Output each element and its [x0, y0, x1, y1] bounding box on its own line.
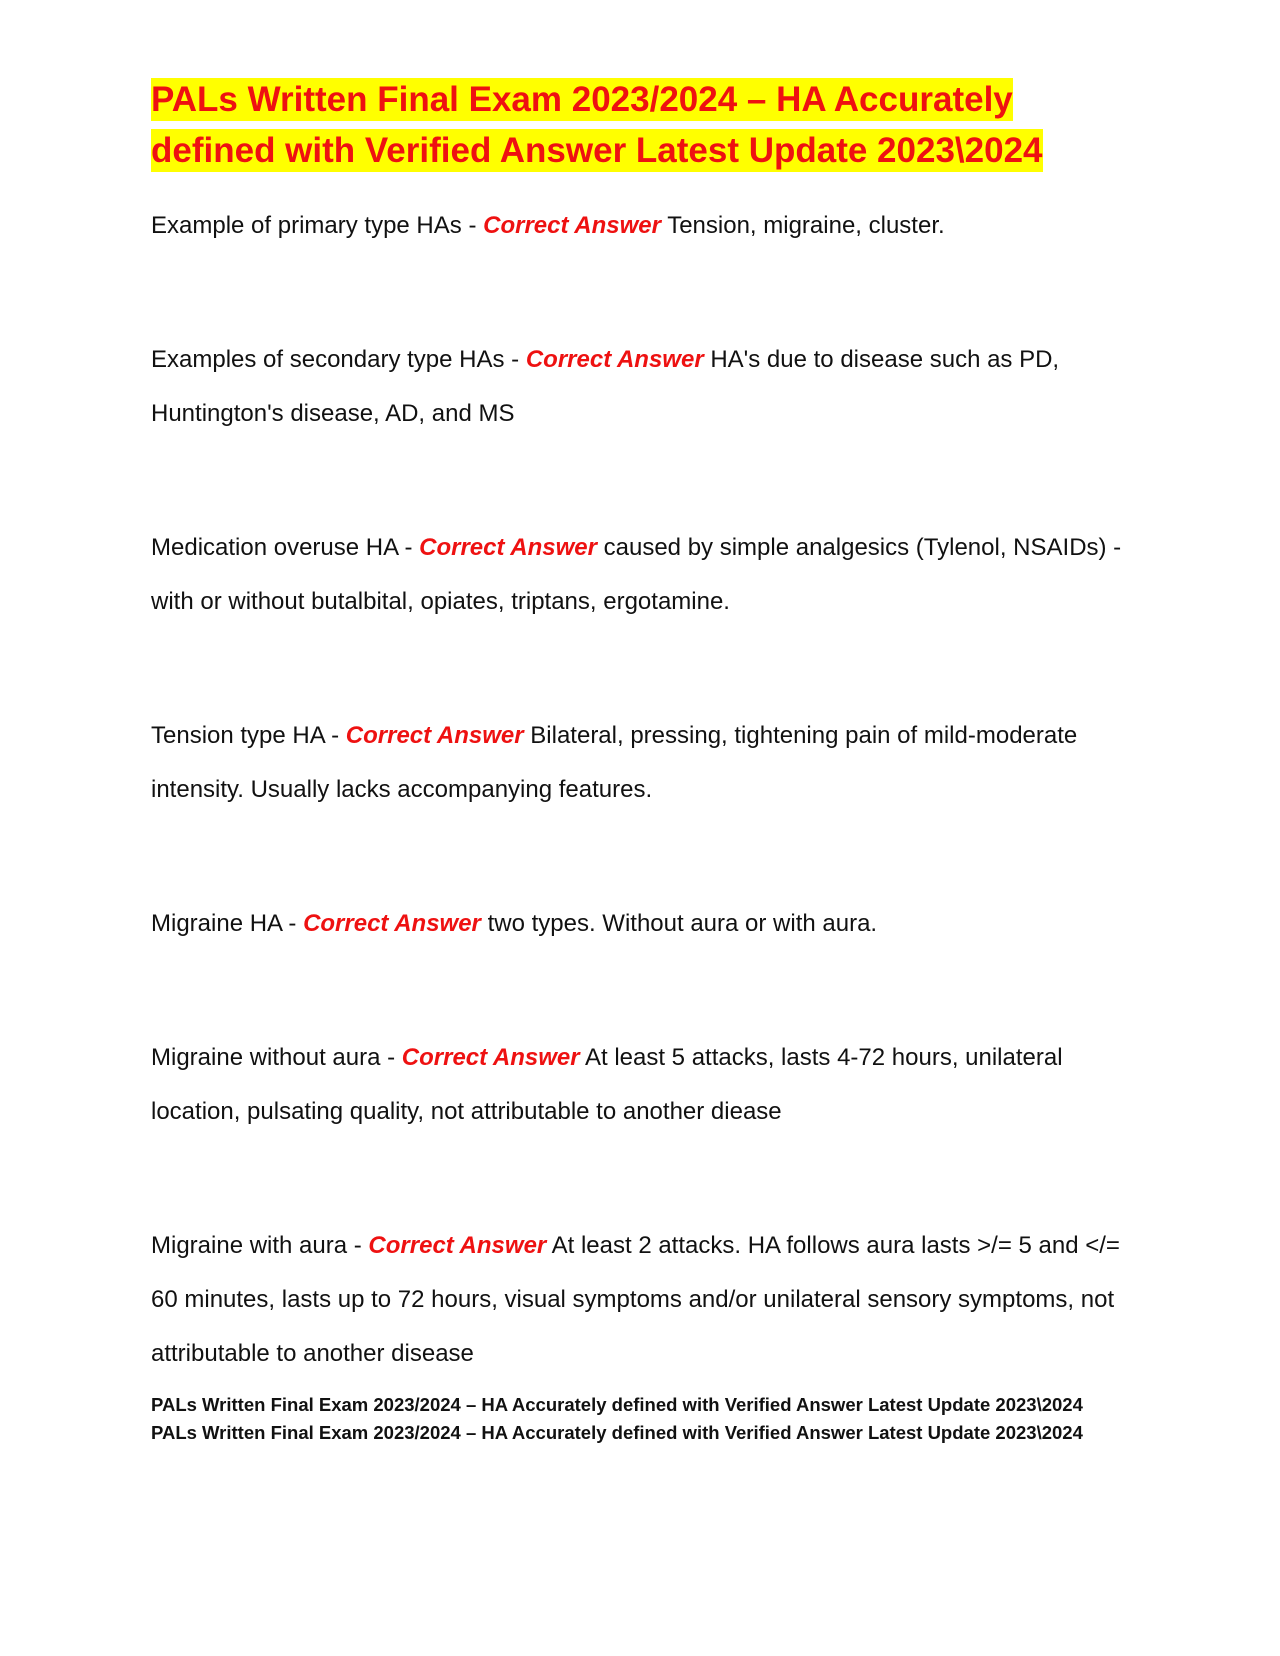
- title-highlight: PALs Written Final Exam 2023/2024 – HA Accurately defined with Verified Answer Latest Update 2023\2024: [151, 80, 1043, 170]
- answer-text: At least 5 attacks, lasts 4-72 hours, unilateral location, pulsating quality, not attributable to another diease: [151, 1044, 1063, 1125]
- qa-entry-migraine: [151, 897, 1141, 951]
- footer-line: PALs Written Final Exam 2023/2024 – HA Accurately defined with Verified Answer Latest Update 2023\2024: [151, 1422, 1083, 1443]
- correct-answer-label: Correct Answer: [345, 722, 524, 749]
- question-text: Migraine HA -: [151, 910, 304, 937]
- answer-text: Bilateral, pressing, tightening pain of mild-moderate intensity. Usually lacks accompanying features.: [151, 722, 1078, 803]
- correct-answer-label: Correct Answer: [303, 910, 481, 937]
- correct-answer-label: Correct Answer: [368, 1232, 547, 1259]
- answer-text: Tension, migraine, cluster.: [660, 212, 945, 239]
- question-text: Migraine with aura -: [151, 1232, 369, 1259]
- correct-answer-label: Correct Answer: [401, 1044, 580, 1071]
- answer-text: HA's due to disease such as PD, Huntington's disease, AD, and MS: [151, 346, 1060, 427]
- document-page: [151, 74, 1141, 1447]
- question-text: Migraine without aura -: [151, 1044, 402, 1071]
- answer-text: At least 2 attacks. HA follows aura lasts >/= 5 and </= 60 minutes, lasts up to 72 hours, visual symptoms and/or unilateral sensory symptoms, not attributable to another disease: [151, 1232, 1120, 1367]
- qa-entry-migraine-without-aura: [151, 1031, 1141, 1139]
- qa-entry-medication-overuse: [151, 521, 1141, 629]
- document-title: [151, 74, 1141, 176]
- answer-text: caused by simple analgesics (Tylenol, NSAIDs) -with or without butalbital, opiates, triptans, ergotamine.: [151, 534, 1122, 615]
- qa-entry-secondary-type: [151, 333, 1141, 441]
- question-text: Example of primary type HAs -: [151, 212, 484, 239]
- correct-answer-label: Correct Answer: [483, 212, 661, 239]
- question-text: Tension type HA -: [151, 722, 346, 749]
- qa-entry-primary-type: [151, 199, 1141, 253]
- question-text: Examples of secondary type HAs -: [151, 346, 526, 373]
- qa-entry-migraine-with-aura: [151, 1219, 1141, 1381]
- question-text: Medication overuse HA -: [151, 534, 420, 561]
- correct-answer-label: Correct Answer: [419, 534, 597, 561]
- correct-answer-label: Correct Answer: [525, 346, 704, 373]
- qa-entry-tension-type: [151, 709, 1141, 817]
- page-footer: [151, 1391, 1141, 1447]
- footer-line: PALs Written Final Exam 2023/2024 – HA Accurately defined with Verified Answer Latest Update 2023\2024: [151, 1394, 1083, 1415]
- answer-text: two types. Without aura or with aura.: [480, 910, 878, 937]
